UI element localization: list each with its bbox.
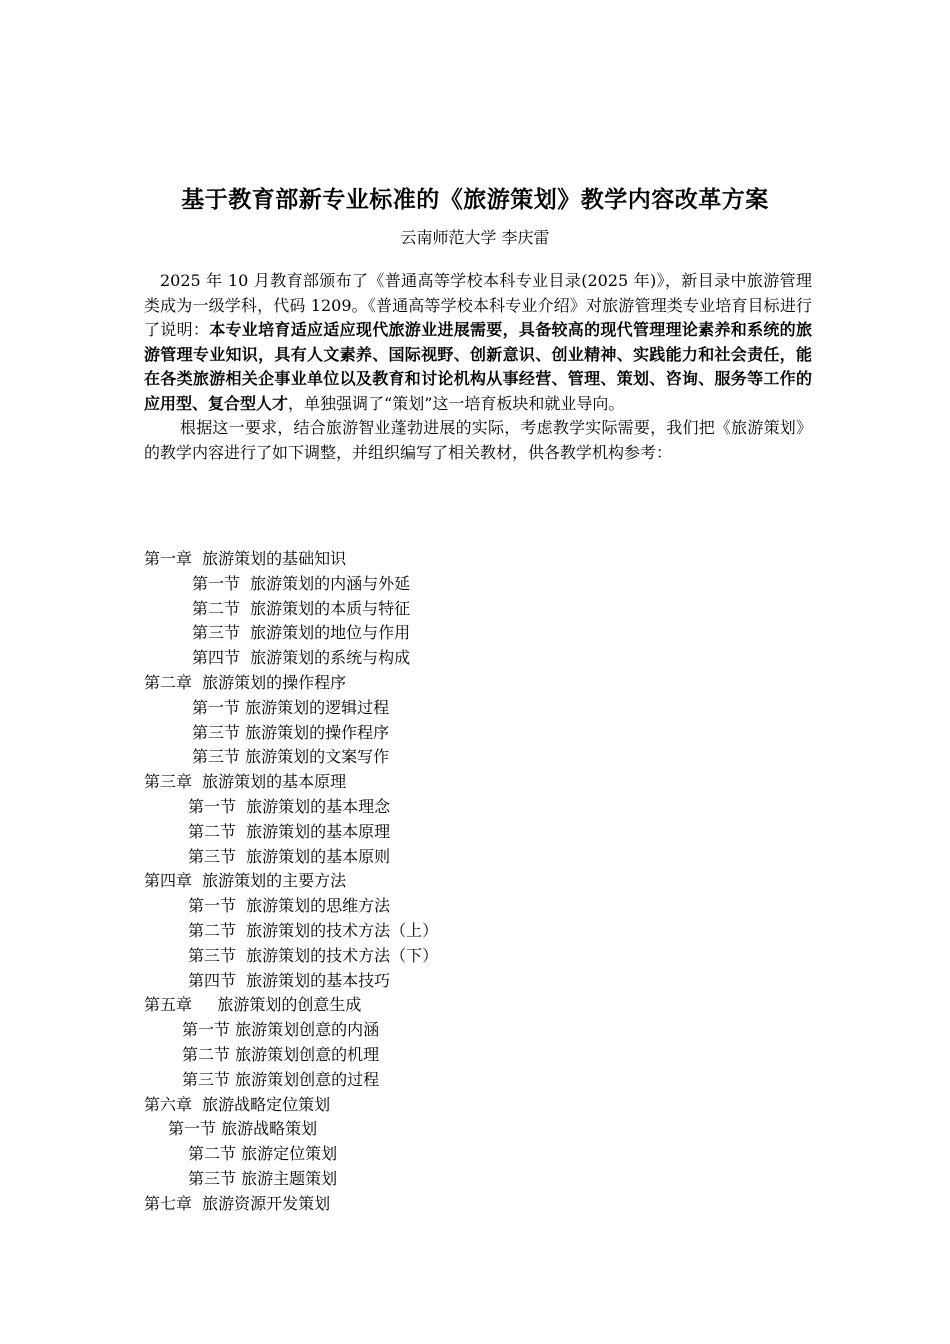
paragraph-intro <box>144 269 812 416</box>
toc-section: 第四节 旅游策划的系统与构成 <box>192 648 411 668</box>
toc-section: 第二节 旅游策划的本质与特征 <box>192 598 411 618</box>
toc-section: 第一节 旅游策划的逻辑过程 <box>192 697 390 717</box>
toc-chapter: 第五章 旅游策划的创意生成 <box>144 995 362 1015</box>
table-of-contents <box>144 547 804 1217</box>
toc-section: 第一节 旅游策划的内涵与外延 <box>192 573 411 593</box>
toc-section: 第三节 旅游策划的文案写作 <box>192 747 390 767</box>
paragraph-emphasis-text: 本专业培育适应适应现代旅游业进展需要，具备较高的现代管理理论素养和系统的旅游管理专业知识，具有人文素养、国际视野、创新意识、创业精神、实践能力和社会责任，能在各类旅游相关企事业单位以及教育和讨论机构从事经营、管理、策划、咨询、服务等工作的应用型、复合型人才 <box>144 320 812 413</box>
toc-chapter: 第七章 旅游资源开发策划 <box>144 1193 331 1213</box>
toc-section: 第三节 旅游主题策划 <box>188 1168 338 1188</box>
toc-chapter: 第三章 旅游策划的基本原理 <box>144 772 347 792</box>
toc-section: 第三节 旅游策划的技术方法（下） <box>188 945 439 965</box>
toc-chapter: 第四章 旅游策划的主要方法 <box>144 871 347 891</box>
toc-section: 第三节 旅游策划的基本原则 <box>188 846 391 866</box>
toc-section: 第四节 旅游策划的基本技巧 <box>188 970 391 990</box>
toc-section: 第二节 旅游策划的技术方法（上） <box>188 920 439 940</box>
toc-section: 第一节 旅游战略策划 <box>168 1119 318 1139</box>
toc-section: 第三节 旅游策划创意的过程 <box>182 1069 380 1089</box>
paragraph-intro-text: 2025 年 10 月教育部颁布了《普通高等学校本科专业目录(2025 年)》，新目录中旅游管理类成为一级学科，代码 1209。《普通高等学校本科专业介绍》对旅游管理类专业培育目标进行了说明： <box>144 271 812 339</box>
toc-section: 第二节 旅游策划的基本原理 <box>188 821 391 841</box>
toc-section: 第一节 旅游策划的基本理念 <box>188 796 391 816</box>
toc-section: 第三节 旅游策划的地位与作用 <box>192 623 411 643</box>
paragraph-requirements: 根据这一要求，结合旅游智业蓬勃进展的实际，考虑教学实际需要，我们把《旅游策划》的教学内容进行了如下调整，并组织编写了相关教材，供各教学机构参考： <box>144 418 812 462</box>
author-line: 云南师范大学 李庆雷 <box>400 228 550 247</box>
toc-section: 第二节 旅游策划创意的机理 <box>182 1044 380 1064</box>
toc-chapter: 第一章 旅游策划的基础知识 <box>144 549 347 568</box>
toc-section: 第一节 旅游策划创意的内涵 <box>182 1020 380 1040</box>
toc-chapter: 第二章 旅游策划的操作程序 <box>144 672 347 692</box>
toc-section: 第一节 旅游策划的思维方法 <box>188 896 391 916</box>
toc-section: 第二节 旅游定位策划 <box>188 1144 338 1164</box>
toc-chapter: 第六章 旅游战略定位策划 <box>144 1094 331 1114</box>
document-title: 基于教育部新专业标准的《旅游策划》教学内容改革方案 <box>181 187 769 213</box>
paragraph-tail-text: ，单独强调了“策划”这一培育板块和就业导向。 <box>288 393 625 413</box>
body-text <box>144 269 812 465</box>
toc-section: 第三节 旅游策划的操作程序 <box>192 722 390 742</box>
